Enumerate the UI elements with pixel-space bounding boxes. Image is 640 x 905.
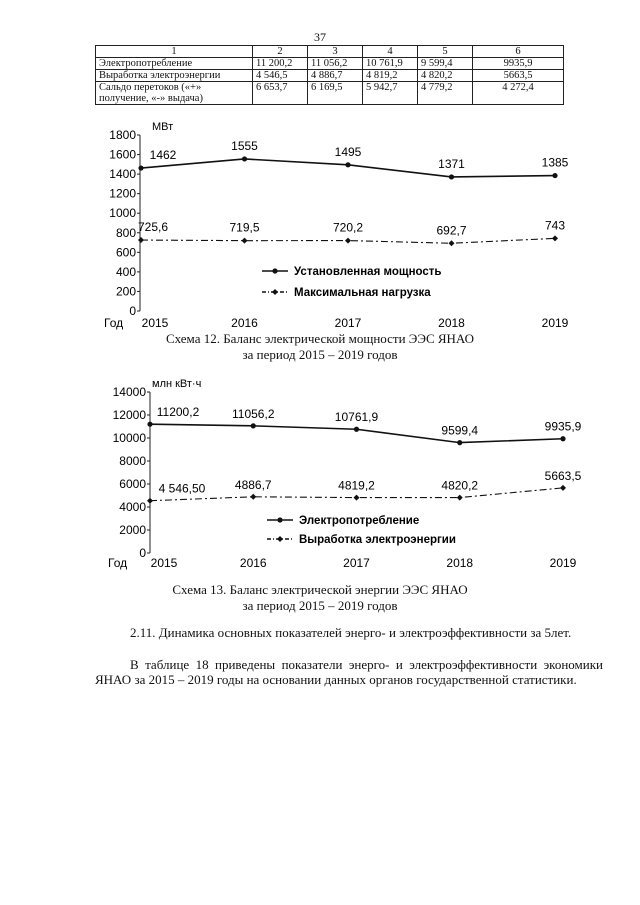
data-point [250, 494, 256, 500]
table-cell: 4 272,4 [473, 82, 564, 105]
chart2-caption-line2: за период 2015 – 2019 годов [242, 598, 398, 613]
data-label: 11056,2 [232, 406, 275, 421]
y-tick-label: 1200 [109, 186, 136, 201]
table-cell: 11 056,2 [308, 58, 363, 70]
legend-marker [272, 289, 278, 295]
x-tick-label: 2015 [141, 316, 169, 330]
table-cell: 4 779,2 [418, 82, 473, 105]
legend-marker [277, 517, 282, 522]
table-header-cell: 4 [363, 46, 418, 58]
table-header-cell: 3 [308, 46, 363, 58]
table-row [96, 82, 564, 105]
unit-label: млн кВт·ч [152, 378, 202, 390]
table-row [96, 70, 564, 82]
y-tick-label: 2000 [119, 523, 146, 537]
chart1-caption-line2: за период 2015 – 2019 годов [242, 347, 398, 362]
table-header-cell: 6 [473, 46, 564, 58]
table-header-cell: 5 [418, 46, 473, 58]
data-label: 743 [544, 218, 566, 233]
data-point [552, 173, 557, 178]
row-label: Выработка электроэнергии [96, 70, 253, 82]
y-tick-label: 1400 [109, 167, 136, 182]
data-point [457, 440, 462, 445]
x-axis-prefix: Год [108, 556, 128, 570]
y-tick-label: 6000 [119, 477, 146, 491]
unit-label: МВт [152, 121, 174, 133]
table-cell: 5 942,7 [363, 82, 418, 105]
data-label: 4886,7 [234, 477, 272, 492]
legend-marker [277, 536, 283, 542]
x-axis-prefix: Год [104, 316, 124, 330]
x-tick-label: 2017 [334, 316, 362, 330]
y-tick-label: 14000 [112, 385, 146, 399]
table-cell: 6 653,7 [253, 82, 308, 105]
energy-balance-chart [0, 375, 640, 580]
legend-marker [272, 268, 277, 273]
power-balance-chart [0, 115, 640, 340]
data-point [345, 238, 351, 244]
data-point [449, 174, 454, 179]
data-point [345, 162, 350, 167]
data-point [560, 436, 565, 441]
y-tick-label: 0 [139, 546, 146, 560]
y-tick-label: 600 [115, 245, 136, 260]
table-cell: 4 546,5 [253, 70, 308, 82]
data-label: 4 546,50 [158, 481, 206, 496]
data-label: 1371 [438, 156, 465, 171]
legend-label: Выработка электроэнергии [299, 534, 456, 546]
data-label: 1495 [334, 144, 362, 159]
data-label: 1555 [231, 138, 258, 153]
data-label: 10761,9 [334, 410, 379, 425]
data-point [138, 165, 143, 170]
x-tick-label: 2019 [541, 316, 569, 330]
legend-label: Установленная мощность [294, 266, 442, 278]
table-cell: 11 200,2 [253, 58, 308, 70]
y-tick-label: 8000 [119, 454, 146, 468]
data-point [560, 485, 566, 491]
data-label: 1385 [541, 155, 569, 170]
y-tick-label: 12000 [112, 408, 146, 422]
body-paragraph: В таблице 18 приведены показатели энерго- и электроэффективности экономики ЯНАО за 2015 – 2019 годы на основании данных органов государственной статистики. [95, 657, 603, 687]
x-tick-label: 2018 [446, 556, 474, 570]
table-cell: 4 819,2 [363, 70, 418, 82]
chart1-caption [0, 331, 640, 363]
data-point [242, 156, 247, 161]
table-cell: 6 169,5 [308, 82, 363, 105]
data-label: 5663,5 [544, 468, 582, 483]
chart2-caption-line1: Схема 13. Баланс электрической энергии ЭЭС ЯНАО [172, 582, 468, 597]
row-label: Электропотребление [96, 58, 253, 70]
y-tick-label: 400 [115, 264, 136, 279]
y-tick-label: 10000 [112, 431, 146, 445]
table-cell: 9 599,4 [418, 58, 473, 70]
series-line-1 [141, 156, 555, 177]
x-tick-label: 2017 [343, 556, 370, 570]
x-tick-label: 2016 [239, 556, 267, 570]
data-point [354, 495, 360, 501]
x-tick-label: 2016 [231, 316, 258, 330]
data-point [242, 238, 248, 244]
table-row [96, 58, 564, 70]
x-tick-label: 2018 [438, 316, 465, 330]
table-cell: 9935,9 [473, 58, 564, 70]
data-point [147, 422, 152, 427]
data-label: 692,7 [436, 223, 467, 238]
y-tick-label: 1000 [109, 206, 136, 221]
data-point [147, 498, 153, 504]
legend-label: Максимальная нагрузка [294, 287, 431, 299]
data-label: 11200,2 [156, 405, 200, 420]
chart2-caption [0, 582, 640, 614]
data-label: 720,2 [332, 220, 364, 235]
data-point [552, 235, 558, 241]
section-heading: 2.11. Динамика основных показателей энерго- и электроэффективности за 5лет. [130, 625, 572, 640]
y-tick-label: 1600 [109, 147, 136, 162]
page-number: 37 [314, 30, 326, 44]
y-tick-label: 0 [129, 304, 136, 318]
data-point [457, 495, 463, 501]
data-point [449, 240, 455, 246]
data-point [251, 423, 256, 428]
table-cell: 4 886,7 [308, 70, 363, 82]
chart1-caption-line1: Схема 12. Баланс электрической мощности ЭЭС ЯНАО [165, 331, 475, 346]
legend-label: Электропотребление [299, 515, 420, 527]
y-tick-label: 1800 [109, 128, 136, 142]
data-label: 1462 [149, 148, 177, 163]
data-point [138, 237, 144, 243]
y-tick-label: 800 [115, 225, 136, 240]
data-label: 4820,2 [441, 478, 479, 493]
y-tick-label: 4000 [119, 500, 146, 514]
table-cell: 10 761,9 [363, 58, 418, 70]
table-header-cell: 1 [96, 46, 253, 58]
table-cell: 5663,5 [473, 70, 564, 82]
data-label: 4819,2 [338, 478, 375, 493]
x-tick-label: 2015 [150, 556, 178, 570]
data-label: 719,5 [229, 220, 260, 235]
table-header-cell: 2 [253, 46, 308, 58]
x-tick-label: 2019 [549, 556, 577, 570]
table-cell: 4 820,2 [418, 70, 473, 82]
table-header-row [96, 46, 564, 58]
row-label: Сальдо перетоков («+» получение, «-» выдача) [96, 82, 253, 105]
data-label: 9935,9 [544, 419, 582, 434]
data-label: 9599,4 [441, 423, 479, 438]
data-label: 725,6 [137, 220, 169, 235]
balance-table [95, 45, 564, 105]
y-tick-label: 200 [115, 284, 136, 299]
data-point [354, 427, 359, 432]
